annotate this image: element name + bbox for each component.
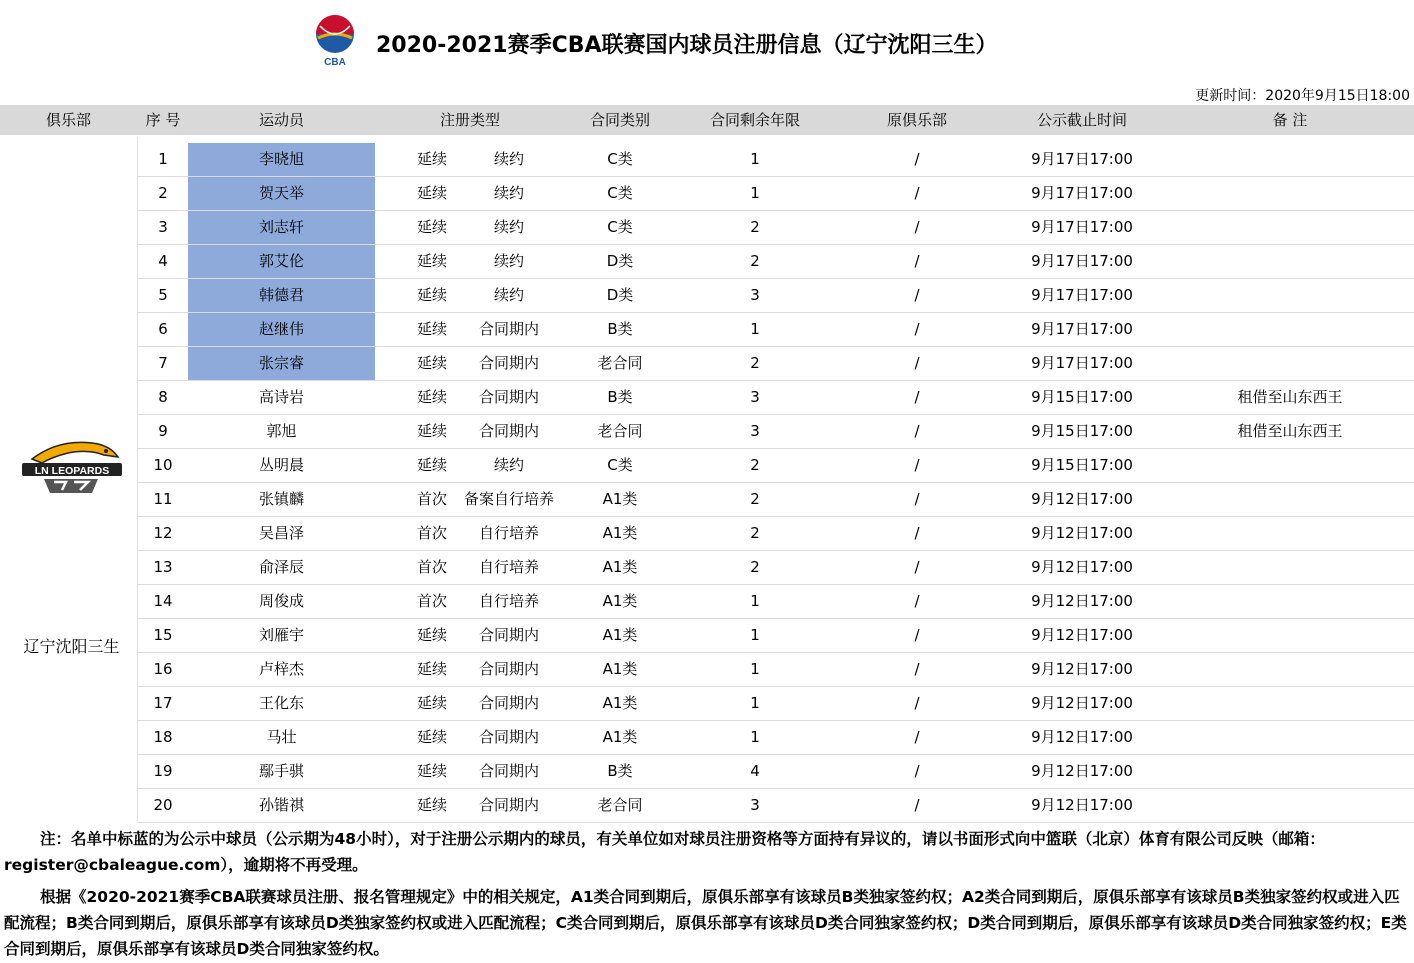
cell-seq: 14 bbox=[153, 592, 173, 610]
cell-reg-type: 延续 bbox=[416, 626, 447, 644]
cell-reg-type: 首次 bbox=[416, 558, 447, 576]
cell-note: 租借至山东西王 bbox=[1237, 388, 1343, 406]
cell-player-name: 高诗岩 bbox=[258, 388, 304, 406]
col-player: 运动员 bbox=[258, 111, 304, 129]
cell-deadline: 9月17日17:00 bbox=[1031, 150, 1133, 168]
cell-player-name: 丛明晨 bbox=[258, 456, 304, 474]
cell-reg-type: 延续 bbox=[416, 762, 447, 780]
page-header bbox=[0, 0, 1414, 80]
cell-reg-type: 延续 bbox=[416, 456, 447, 474]
cell-years-left: 2 bbox=[750, 558, 760, 576]
table-row bbox=[137, 347, 1414, 381]
cell-player-name: 刘志轩 bbox=[188, 211, 375, 244]
table-row bbox=[137, 143, 1414, 177]
cell-orig-club: / bbox=[914, 422, 920, 440]
cell-orig-club: / bbox=[914, 388, 920, 406]
cell-years-left: 2 bbox=[750, 354, 760, 372]
cell-note bbox=[1220, 245, 1360, 278]
cell-contract-type: A1类 bbox=[602, 660, 638, 678]
cell-player-name: 贺天举 bbox=[188, 177, 375, 210]
cell-player-name: 郭旭 bbox=[266, 422, 297, 440]
cell-deadline: 9月17日17:00 bbox=[1031, 320, 1133, 338]
cell-years-left: 1 bbox=[750, 150, 760, 168]
cell-years-left: 1 bbox=[750, 320, 760, 338]
cell-years-left: 3 bbox=[750, 796, 760, 814]
cell-reg-subtype: 续约 bbox=[493, 252, 524, 270]
cell-reg-type: 首次 bbox=[416, 524, 447, 542]
cba-logo-text: CBA bbox=[324, 57, 346, 68]
cell-contract-type: C类 bbox=[607, 218, 633, 236]
cell-contract-type: A1类 bbox=[602, 524, 638, 542]
club-cell bbox=[0, 137, 138, 821]
cell-reg-type: 延续 bbox=[416, 354, 447, 372]
table-row bbox=[137, 279, 1414, 313]
column-header-row bbox=[0, 105, 1414, 135]
cell-seq: 7 bbox=[158, 354, 168, 372]
cell-orig-club: / bbox=[914, 694, 920, 712]
table-row bbox=[137, 211, 1414, 245]
cell-seq: 19 bbox=[153, 762, 173, 780]
note-2: 根据《2020-2021赛季CBA联赛球员注册、报名管理规定》中的相关规定，A1类合同到期后，原俱乐部享有该球员B类独家签约权；A2类合同到期后，原俱乐部享有该球员B类独家签约权或进入匹配流程；B类合同到期后，原俱乐部享有该球员D类独家签约权或进入匹配流程；C类合同到期后，原俱乐部享有该球员D类合同独家签约权；D类合同到期后，原俱乐部享有该球员D类合同独家签约权；E类合同到期后，原俱乐部享有该球员D类合同独家签约权。 bbox=[4, 888, 1407, 958]
cell-years-left: 1 bbox=[750, 694, 760, 712]
cell-orig-club: / bbox=[914, 354, 920, 372]
cell-orig-club: / bbox=[914, 592, 920, 610]
cell-player-name: 刘雁宇 bbox=[258, 626, 304, 644]
cell-years-left: 4 bbox=[750, 762, 760, 780]
cell-player-name: 孙锴祺 bbox=[258, 796, 304, 814]
cell-deadline: 9月17日17:00 bbox=[1031, 354, 1133, 372]
cell-deadline: 9月12日17:00 bbox=[1031, 490, 1133, 508]
table-row bbox=[137, 619, 1414, 653]
cell-note bbox=[1220, 721, 1360, 754]
cell-seq: 17 bbox=[153, 694, 173, 712]
note-1: 注：名单中标蓝的为公示中球员（公示期为48小时），对于注册公示期内的球员，有关单位如对球员注册资格等方面持有异议的，请以书面形式向中篮联（北京）体育有限公司反映（邮箱：register@cbaleague.com），逾期将不再受理。 bbox=[4, 830, 1325, 874]
cell-reg-type: 延续 bbox=[416, 286, 447, 304]
cell-contract-type: 老合同 bbox=[597, 422, 643, 440]
cell-reg-subtype: 合同期内 bbox=[478, 354, 539, 372]
cell-reg-type: 延续 bbox=[416, 796, 447, 814]
cell-seq: 5 bbox=[158, 286, 168, 304]
cell-seq: 15 bbox=[153, 626, 173, 644]
cell-deadline: 9月17日17:00 bbox=[1031, 184, 1133, 202]
cell-player-name: 卢梓杰 bbox=[258, 660, 304, 678]
cell-contract-type: C类 bbox=[607, 150, 633, 168]
table-row bbox=[137, 449, 1414, 483]
cell-contract-type: 老合同 bbox=[597, 796, 643, 814]
cell-contract-type: B类 bbox=[607, 320, 633, 338]
cell-note bbox=[1220, 687, 1360, 720]
table-row bbox=[137, 687, 1414, 721]
cell-seq: 3 bbox=[158, 218, 168, 236]
cell-note bbox=[1220, 177, 1360, 210]
cell-player-name: 俞泽辰 bbox=[258, 558, 304, 576]
cell-seq: 4 bbox=[158, 252, 168, 270]
cell-seq: 2 bbox=[158, 184, 168, 202]
cell-deadline: 9月12日17:00 bbox=[1031, 626, 1133, 644]
cell-contract-type: A1类 bbox=[602, 490, 638, 508]
club-name: 辽宁沈阳三生 bbox=[23, 637, 120, 656]
cell-contract-type: B类 bbox=[607, 762, 633, 780]
cell-player-name: 赵继伟 bbox=[188, 313, 375, 346]
cell-reg-type: 延续 bbox=[416, 694, 447, 712]
cell-orig-club: / bbox=[914, 762, 920, 780]
cell-reg-subtype: 自行培养 bbox=[478, 524, 539, 542]
cell-reg-type: 延续 bbox=[416, 252, 447, 270]
cell-orig-club: / bbox=[914, 150, 920, 168]
cell-years-left: 1 bbox=[750, 728, 760, 746]
cell-years-left: 1 bbox=[750, 660, 760, 678]
table-row bbox=[137, 415, 1414, 449]
cell-note bbox=[1220, 551, 1360, 584]
cell-reg-subtype: 合同期内 bbox=[478, 728, 539, 746]
leopard-logo-text: LN LEOPARDS bbox=[34, 465, 110, 477]
table-row bbox=[137, 177, 1414, 211]
cell-seq: 1 bbox=[158, 150, 168, 168]
cell-contract-type: B类 bbox=[607, 388, 633, 406]
cell-contract-type: A1类 bbox=[602, 694, 638, 712]
cell-years-left: 2 bbox=[750, 490, 760, 508]
cell-note bbox=[1220, 789, 1360, 822]
cell-contract-type: D类 bbox=[606, 286, 634, 304]
cell-deadline: 9月12日17:00 bbox=[1031, 796, 1133, 814]
cell-note bbox=[1220, 585, 1360, 618]
cell-seq: 6 bbox=[158, 320, 168, 338]
cell-note bbox=[1220, 143, 1360, 176]
cell-reg-subtype: 合同期内 bbox=[478, 660, 539, 678]
cell-orig-club: / bbox=[914, 286, 920, 304]
cell-contract-type: 老合同 bbox=[597, 354, 643, 372]
cell-reg-subtype: 合同期内 bbox=[478, 320, 539, 338]
table-row bbox=[137, 653, 1414, 687]
cell-orig-club: / bbox=[914, 252, 920, 270]
cell-reg-subtype: 续约 bbox=[493, 456, 524, 474]
cell-reg-type: 首次 bbox=[416, 490, 447, 508]
cell-seq: 18 bbox=[153, 728, 173, 746]
cell-player-name: 马壮 bbox=[266, 728, 297, 746]
cell-orig-club: / bbox=[914, 320, 920, 338]
cell-seq: 10 bbox=[153, 456, 173, 474]
cell-reg-subtype: 续约 bbox=[493, 218, 524, 236]
cell-deadline: 9月12日17:00 bbox=[1031, 660, 1133, 678]
cell-player-name: 王化东 bbox=[258, 694, 304, 712]
col-note: 备 注 bbox=[1272, 111, 1308, 129]
cba-logo-icon bbox=[312, 12, 358, 68]
cell-reg-type: 延续 bbox=[416, 218, 447, 236]
cell-note bbox=[1220, 449, 1360, 482]
cell-contract-type: C类 bbox=[607, 184, 633, 202]
cell-player-name: 吴昌泽 bbox=[258, 524, 304, 542]
cell-note bbox=[1220, 517, 1360, 550]
cell-deadline: 9月12日17:00 bbox=[1031, 728, 1133, 746]
col-seq: 序 号 bbox=[145, 111, 181, 129]
cell-deadline: 9月17日17:00 bbox=[1031, 218, 1133, 236]
cell-player-name: 韩德君 bbox=[188, 279, 375, 312]
cell-years-left: 2 bbox=[750, 218, 760, 236]
table-row bbox=[137, 245, 1414, 279]
cell-reg-type: 延续 bbox=[416, 184, 447, 202]
notes-section bbox=[0, 826, 1414, 962]
cell-years-left: 3 bbox=[750, 422, 760, 440]
page-title: 2020-2021赛季CBA联赛国内球员注册信息（辽宁沈阳三生） bbox=[376, 33, 998, 58]
cell-player-name: 李晓旭 bbox=[188, 143, 375, 176]
cell-reg-subtype: 合同期内 bbox=[478, 388, 539, 406]
cell-note bbox=[1220, 279, 1360, 312]
cell-orig-club: / bbox=[914, 490, 920, 508]
cell-years-left: 1 bbox=[750, 592, 760, 610]
cell-years-left: 2 bbox=[750, 456, 760, 474]
cell-reg-type: 延续 bbox=[416, 388, 447, 406]
cell-seq: 9 bbox=[158, 422, 168, 440]
cell-contract-type: A1类 bbox=[602, 728, 638, 746]
cell-note bbox=[1220, 211, 1360, 244]
cell-contract-type: D类 bbox=[606, 252, 634, 270]
col-deadline: 公示截止时间 bbox=[1036, 111, 1127, 129]
cell-orig-club: / bbox=[914, 524, 920, 542]
cell-reg-subtype: 合同期内 bbox=[478, 762, 539, 780]
cell-orig-club: / bbox=[914, 218, 920, 236]
cell-seq: 20 bbox=[153, 796, 173, 814]
col-contract-type: 合同类别 bbox=[589, 111, 650, 129]
col-club: 俱乐部 bbox=[45, 111, 91, 129]
cell-reg-subtype: 合同期内 bbox=[478, 796, 539, 814]
table-row bbox=[137, 381, 1414, 415]
cell-note bbox=[1220, 347, 1360, 380]
cell-reg-type: 延续 bbox=[416, 320, 447, 338]
cell-reg-type: 延续 bbox=[416, 728, 447, 746]
table-row bbox=[137, 755, 1414, 789]
cell-years-left: 2 bbox=[750, 524, 760, 542]
cell-deadline: 9月12日17:00 bbox=[1031, 524, 1133, 542]
cell-player-name: 张宗睿 bbox=[188, 347, 375, 380]
cell-deadline: 9月12日17:00 bbox=[1031, 762, 1133, 780]
leopard-logo-icon bbox=[18, 437, 126, 497]
col-orig-club: 原俱乐部 bbox=[886, 111, 947, 129]
cell-reg-subtype: 合同期内 bbox=[478, 422, 539, 440]
cell-player-name: 鄢手骐 bbox=[258, 762, 304, 780]
cell-note: 租借至山东西王 bbox=[1237, 422, 1343, 440]
cell-deadline: 9月12日17:00 bbox=[1031, 558, 1133, 576]
cell-seq: 12 bbox=[153, 524, 173, 542]
cell-seq: 13 bbox=[153, 558, 173, 576]
cell-player-name: 周俊成 bbox=[258, 592, 304, 610]
cell-deadline: 9月12日17:00 bbox=[1031, 592, 1133, 610]
cell-note bbox=[1220, 313, 1360, 346]
table-row bbox=[137, 483, 1414, 517]
cell-reg-subtype: 续约 bbox=[493, 184, 524, 202]
cell-reg-subtype: 续约 bbox=[493, 286, 524, 304]
cell-seq: 8 bbox=[158, 388, 168, 406]
cell-orig-club: / bbox=[914, 660, 920, 678]
col-reg-type: 注册类型 bbox=[439, 111, 500, 129]
cell-note bbox=[1220, 653, 1360, 686]
cell-contract-type: A1类 bbox=[602, 626, 638, 644]
cell-orig-club: / bbox=[914, 456, 920, 474]
cell-reg-subtype: 自行培养 bbox=[478, 558, 539, 576]
cell-orig-club: / bbox=[914, 728, 920, 746]
table-row bbox=[137, 585, 1414, 619]
cell-contract-type: C类 bbox=[607, 456, 633, 474]
cell-note bbox=[1220, 483, 1360, 516]
table-row bbox=[137, 313, 1414, 347]
cell-deadline: 9月15日17:00 bbox=[1031, 422, 1133, 440]
cell-seq: 11 bbox=[153, 490, 173, 508]
cell-note bbox=[1220, 755, 1360, 788]
cell-player-name: 张镇麟 bbox=[258, 490, 304, 508]
cell-reg-subtype: 合同期内 bbox=[478, 626, 539, 644]
table-row bbox=[137, 517, 1414, 551]
cell-orig-club: / bbox=[914, 626, 920, 644]
cell-reg-type: 延续 bbox=[416, 422, 447, 440]
cell-years-left: 3 bbox=[750, 388, 760, 406]
cell-seq: 16 bbox=[153, 660, 173, 678]
cell-reg-subtype: 续约 bbox=[493, 150, 524, 168]
cell-reg-subtype: 自行培养 bbox=[478, 592, 539, 610]
cell-note bbox=[1220, 619, 1360, 652]
cell-reg-subtype: 备案自行培养 bbox=[463, 490, 554, 508]
col-years-left: 合同剩余年限 bbox=[709, 111, 800, 129]
cell-orig-club: / bbox=[914, 796, 920, 814]
cell-deadline: 9月15日17:00 bbox=[1031, 456, 1133, 474]
cell-player-name: 郭艾伦 bbox=[188, 245, 375, 278]
table-row bbox=[137, 721, 1414, 755]
cell-deadline: 9月17日17:00 bbox=[1031, 252, 1133, 270]
update-time: 更新时间：2020年9月15日18:00 bbox=[1195, 88, 1410, 104]
cell-contract-type: A1类 bbox=[602, 558, 638, 576]
player-table bbox=[137, 143, 1414, 823]
cell-orig-club: / bbox=[914, 184, 920, 202]
cell-reg-type: 延续 bbox=[416, 660, 447, 678]
cell-orig-club: / bbox=[914, 558, 920, 576]
cell-years-left: 2 bbox=[750, 252, 760, 270]
cell-reg-subtype: 合同期内 bbox=[478, 694, 539, 712]
cell-reg-type: 延续 bbox=[416, 150, 447, 168]
table-row bbox=[137, 551, 1414, 585]
cell-contract-type: A1类 bbox=[602, 592, 638, 610]
cell-deadline: 9月12日17:00 bbox=[1031, 694, 1133, 712]
cell-years-left: 1 bbox=[750, 626, 760, 644]
cell-deadline: 9月17日17:00 bbox=[1031, 286, 1133, 304]
table-row bbox=[137, 789, 1414, 823]
cell-years-left: 3 bbox=[750, 286, 760, 304]
cell-reg-type: 首次 bbox=[416, 592, 447, 610]
cell-years-left: 1 bbox=[750, 184, 760, 202]
cell-deadline: 9月15日17:00 bbox=[1031, 388, 1133, 406]
